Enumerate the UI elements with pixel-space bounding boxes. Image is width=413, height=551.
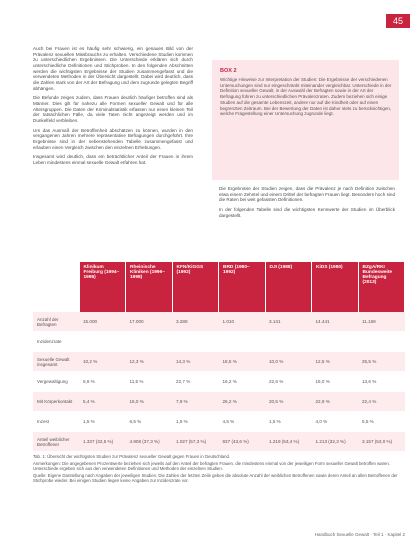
table-cell: 4,0 % <box>312 412 359 432</box>
table-header-row <box>33 262 405 312</box>
table-corner <box>33 262 79 312</box>
table-cell: 5,5 % <box>358 412 405 432</box>
column-header: Rheinische Kliniken (1996–1998) <box>126 262 173 312</box>
table-cell: 22,4 % <box>358 392 405 412</box>
right-text-column <box>219 186 395 222</box>
paragraph: Die Befunde zeigen zudem, dass Frauen deutlich häufiger betroffen sind als Männer. Dies gilt für nahezu alle Formen sexueller Gewalt und für alle Altersgruppen. Die Daten der Kriminalstatistik erfassen nur einen kleinen Teil der tatsächlichen Fälle, da viele Taten nicht angezeigt werden und im Dunkelfeld verbleiben. <box>33 95 193 123</box>
page-header <box>0 0 413 40</box>
column-header: BZgA/RKI Bundesweite Befragung (2013) <box>358 262 405 312</box>
table-row <box>33 372 405 392</box>
page-number: 45 <box>386 14 410 28</box>
paragraph: Um das Ausmaß der Betroffenheit abschätzen zu können, wurden in den vergangenen Jahren mehrere repräsentative Befragungen durchgeführt. Ihre Ergebnisse sind in der nebenstehenden Tabelle zusammengefasst und erlauben einen Vergleich zwischen den einzelnen Erhebungen. <box>33 127 193 150</box>
row-label: Inzidenzrate <box>33 332 79 352</box>
table-row <box>33 392 405 412</box>
page-footer: Handbuch Sexuelle Gewalt · Teil 1 · Kapitel 2 <box>314 532 405 537</box>
column-header: BRD (1980–1992) <box>219 262 266 312</box>
table-cell: 937 (43,6 %) <box>219 432 266 452</box>
left-text-column <box>33 46 193 169</box>
table-cell: 22,7 % <box>172 372 219 392</box>
table-cell: 10,2 % <box>79 352 126 372</box>
row-label: Anzahl der Befragten <box>33 312 79 332</box>
table-cell: 22,6 % <box>265 372 312 392</box>
table-cell: 3.157 (53,0 %) <box>358 432 405 452</box>
table-cell: 12,5 % <box>312 352 359 372</box>
info-box <box>212 60 399 180</box>
table-cell: 1,5 % <box>172 412 219 432</box>
paragraph: Auch bei Frauen ist es häufig sehr schwierig, ein genaues Bild von der Prävalenz sexuellen Missbrauchs zu erhalten. Verschiedene Studien kommen zu unterschiedlichen Ergebnissen. Die Unterschiede erklären sich durch unterschiedliche Definitionen und Stichproben. In den folgenden Abschnitten werden die wichtigsten Ergebnisse der Studien zusammengefasst und die verwendeten Methoden in der Übersicht dargestellt. Dabei wird deutlich, dass die Zahlen stark von der Art der Befragung und dem zugrunde gelegten Begriff abhängen. <box>33 46 193 91</box>
table-cell: 1.010 <box>219 312 266 332</box>
table-cell: 1,5 % <box>265 412 312 432</box>
table-caption: Tab. 1: Übersicht der wichtigsten Studien zur Prävalenz sexueller Gewalt gegen Frauen in Deutschland. <box>33 454 231 459</box>
note-paragraph: Quelle: Eigene Darstellung nach Angaben der jeweiligen Studien. Die Zahlen der letzten Zeile geben die absolute Anzahl der weiblichen Betroffenen sowie deren Anteil an allen Betroffenen der Stichprobe wieder. Bei einigen Studien liegen keine Angaben zur Inzidenzrate vor. <box>33 472 398 483</box>
table-cell: 16,2 % <box>219 372 266 392</box>
table-cell: 12,3 % <box>126 352 173 372</box>
table-row <box>33 432 405 452</box>
table-cell: 1.337 (32,5 %) <box>79 432 126 452</box>
table-row <box>33 312 405 332</box>
table-cell: 1,5 % <box>79 412 126 432</box>
row-label: Inzest <box>33 412 79 432</box>
table-cell <box>126 332 173 352</box>
column-header: KFN/KiGGS (1992) <box>172 262 219 312</box>
table-cell <box>219 332 266 352</box>
table-notes <box>33 454 405 485</box>
table-cell: 3.141 <box>265 312 312 332</box>
column-header: Klinikum Freiburg (1994–1995) <box>79 262 126 312</box>
table-cell: 3.289 <box>172 312 219 332</box>
table-row <box>33 332 405 352</box>
table-cell: 20,5 % <box>265 392 312 412</box>
table-cell: 25,5 % <box>358 352 405 372</box>
table-cell <box>79 332 126 352</box>
table-cell: 16,0 % <box>126 392 173 412</box>
column-header: KiDS (1980) <box>312 262 359 312</box>
table-cell <box>312 332 359 352</box>
table-cell: 1.213 (32,3 %) <box>312 432 359 452</box>
row-label: Sexuelle Gewalt insgesamt <box>33 352 79 372</box>
table-cell: 22,9 % <box>312 392 359 412</box>
box-text: Wichtige Hinweise zur Interpretation der Studien: Die Ergebnisse der verschiedenen Untersuchungen sind nur eingeschränkt miteinander vergleichbar. Unterschiede in der Definition sexueller Gewalt, in der Auswahl der Befragten sowie in der Art der Befragung führen zu unterschiedlichen Prävalenzraten. Zudem beziehen sich einige Studien auf die gesamte Lebenszeit, andere nur auf die Kindheit oder auf einen begrenzten Zeitraum. Bei der Bewertung der Daten ist daher stets zu berücksichtigen, welche Fragestellung einer Untersuchung zugrunde liegt. <box>220 77 392 117</box>
table-cell: 10,0 % <box>265 352 312 372</box>
column-header: DJI (1988) <box>265 262 312 312</box>
paragraph: Die Ergebnisse der Studien zeigen, dass die Prävalenz je nach Definition zwischen etwa einem Zehntel und einem Drittel der befragten Frauen liegt. Besonders hoch sind die Raten bei weit gefassten Definitionen. <box>219 186 395 203</box>
table-cell: 16,0 % <box>312 372 359 392</box>
table-cell: 5,6 % <box>79 372 126 392</box>
paragraph: Insgesamt wird deutlich, dass ein beträchtlicher Anteil der Frauen in ihrem Leben mindestens einmal sexuelle Gewalt erfahren hat. <box>33 154 193 165</box>
table-cell: 4,5 % <box>219 412 266 432</box>
row-label: Anteil weiblicher Betroffener <box>33 432 79 452</box>
table-cell: 1.219 (53,4 %) <box>265 432 312 452</box>
table-cell: 13,6 % <box>358 372 405 392</box>
table-cell: 26,2 % <box>219 392 266 412</box>
study-table <box>33 262 405 452</box>
table-cell <box>265 332 312 352</box>
table-cell: 1.027 (57,3 %) <box>172 432 219 452</box>
table-cell: 14.441 <box>312 312 359 332</box>
table-cell: 15.000 <box>79 312 126 332</box>
table-row <box>33 412 405 432</box>
row-label: Vergewaltigung <box>33 372 79 392</box>
table-cell: 14,3 % <box>172 352 219 372</box>
table-cell: 7,9 % <box>172 392 219 412</box>
table-cell: 4.908 (37,3 %) <box>126 432 173 452</box>
row-label: Mit Körperkontakt <box>33 392 79 412</box>
note-paragraph: Anmerkungen: Die angegebenen Prozentwerte beziehen sich jeweils auf den Anteil der befragten Frauen, die mindestens einmal von der jeweiligen Form sexueller Gewalt betroffen waren. Unterschiede ergeben sich aus den verwendeten Definitionen und Methoden der einzelnen Studien. <box>33 460 391 471</box>
table-cell <box>358 332 405 352</box>
box-title: BOX 2 <box>220 68 237 74</box>
table-cell: 11,5 % <box>126 372 173 392</box>
table-cell: 6,5 % <box>126 412 173 432</box>
table-cell: 5,4 % <box>79 392 126 412</box>
table-cell: 17.000 <box>126 312 173 332</box>
paragraph: In der folgenden Tabelle sind die wichtigsten Kennwerte der Studien im Überblick dargestellt. <box>219 206 395 218</box>
table-cell <box>172 332 219 352</box>
table-row <box>33 352 405 372</box>
table-cell: 11.169 <box>358 312 405 332</box>
table-cell: 18,5 % <box>219 352 266 372</box>
